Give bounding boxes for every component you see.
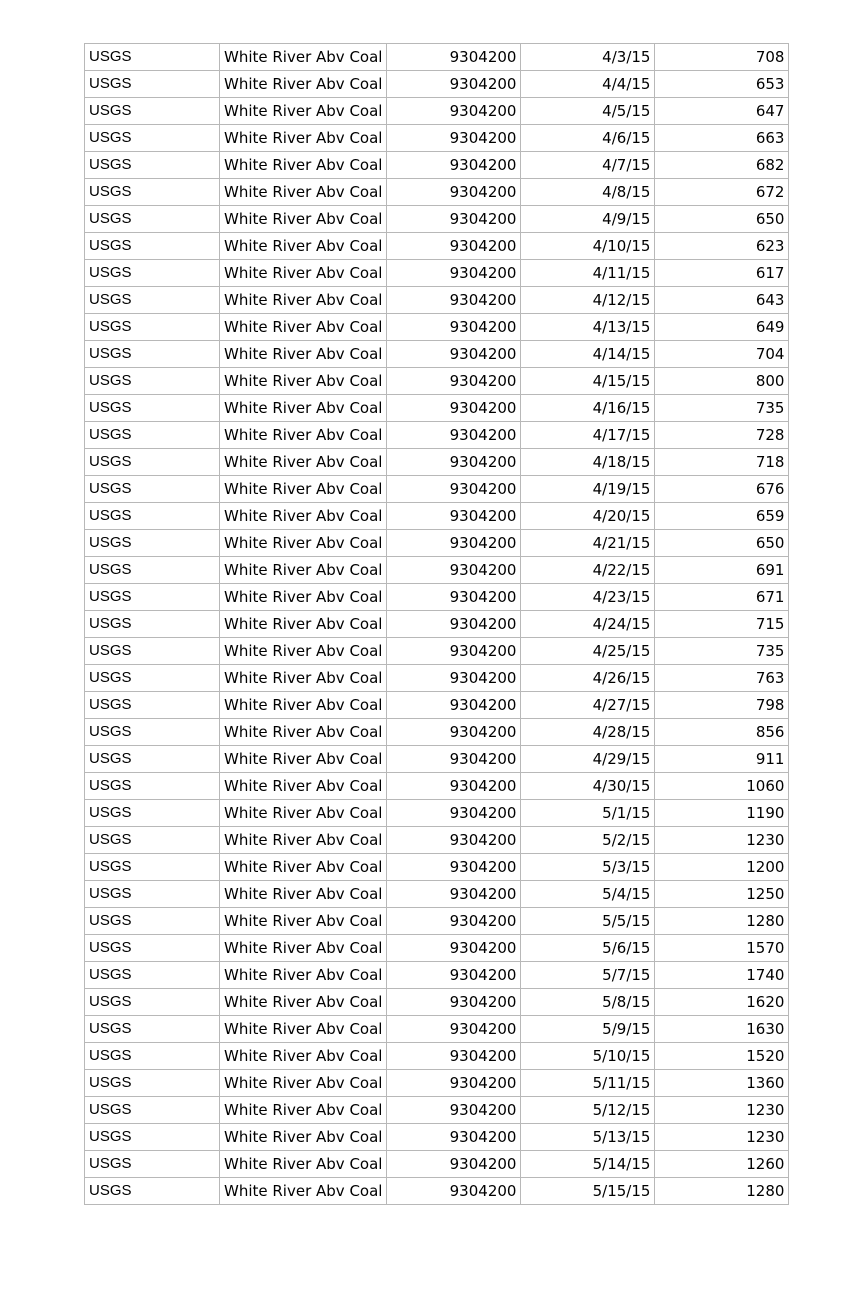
table-row — [85, 827, 789, 854]
date-cell[interactable]: 4/25/15 — [521, 638, 655, 665]
site-name-cell[interactable]: White River Abv Coal — [220, 557, 387, 584]
agency-cell[interactable]: USGS — [85, 827, 220, 854]
agency-cell[interactable]: USGS — [85, 584, 220, 611]
table-row — [85, 854, 789, 881]
site-name-cell[interactable]: White River Abv Coal — [220, 854, 387, 881]
discharge-value-cell[interactable]: 728 — [655, 422, 789, 449]
agency-cell[interactable]: USGS — [85, 881, 220, 908]
site-name-cell[interactable]: White River Abv Coal — [220, 449, 387, 476]
site-name-cell[interactable]: White River Abv Coal — [220, 314, 387, 341]
site-name-cell[interactable]: White River Abv Coal — [220, 503, 387, 530]
site-number-cell[interactable]: 9304200 — [387, 1151, 521, 1178]
agency-cell[interactable]: USGS — [85, 476, 220, 503]
site-number-cell[interactable]: 9304200 — [387, 1043, 521, 1070]
site-name-cell[interactable]: White River Abv Coal — [220, 152, 387, 179]
date-cell[interactable]: 4/28/15 — [521, 719, 655, 746]
table-row — [85, 962, 789, 989]
site-name-cell[interactable]: White River Abv Coal — [220, 125, 387, 152]
site-number-cell[interactable]: 9304200 — [387, 881, 521, 908]
site-number-cell[interactable]: 9304200 — [387, 962, 521, 989]
site-number-cell[interactable]: 9304200 — [387, 44, 521, 71]
date-cell[interactable]: 4/19/15 — [521, 476, 655, 503]
table-row — [85, 584, 789, 611]
discharge-value-cell[interactable]: 650 — [655, 206, 789, 233]
date-cell[interactable]: 4/30/15 — [521, 773, 655, 800]
site-name-cell[interactable]: White River Abv Coal — [220, 584, 387, 611]
discharge-value-cell[interactable]: 676 — [655, 476, 789, 503]
agency-cell[interactable]: USGS — [85, 395, 220, 422]
discharge-value-cell[interactable]: 659 — [655, 503, 789, 530]
table-row — [85, 800, 789, 827]
table-row — [85, 1124, 789, 1151]
discharge-value-cell[interactable]: 1280 — [655, 1178, 789, 1205]
table-row — [85, 1178, 789, 1205]
site-number-cell[interactable]: 9304200 — [387, 287, 521, 314]
discharge-value-cell[interactable]: 1360 — [655, 1070, 789, 1097]
date-cell[interactable]: 5/6/15 — [521, 935, 655, 962]
date-cell[interactable]: 4/20/15 — [521, 503, 655, 530]
date-cell[interactable]: 5/8/15 — [521, 989, 655, 1016]
table-row — [85, 233, 789, 260]
table-row — [85, 44, 789, 71]
site-name-cell[interactable]: White River Abv Coal — [220, 1178, 387, 1205]
discharge-value-cell[interactable]: 643 — [655, 287, 789, 314]
discharge-value-cell[interactable]: 1260 — [655, 1151, 789, 1178]
site-name-cell[interactable]: White River Abv Coal — [220, 773, 387, 800]
date-cell[interactable]: 5/12/15 — [521, 1097, 655, 1124]
site-name-cell[interactable]: White River Abv Coal — [220, 476, 387, 503]
agency-cell[interactable]: USGS — [85, 422, 220, 449]
date-cell[interactable]: 4/12/15 — [521, 287, 655, 314]
site-name-cell[interactable]: White River Abv Coal — [220, 989, 387, 1016]
discharge-value-cell[interactable]: 1200 — [655, 854, 789, 881]
table-row — [85, 746, 789, 773]
date-cell[interactable]: 4/18/15 — [521, 449, 655, 476]
site-number-cell[interactable]: 9304200 — [387, 827, 521, 854]
date-cell[interactable]: 5/13/15 — [521, 1124, 655, 1151]
date-cell[interactable]: 4/4/15 — [521, 71, 655, 98]
site-name-cell[interactable]: White River Abv Coal — [220, 1070, 387, 1097]
date-cell[interactable]: 4/15/15 — [521, 368, 655, 395]
agency-cell[interactable]: USGS — [85, 152, 220, 179]
agency-cell[interactable]: USGS — [85, 368, 220, 395]
discharge-value-cell[interactable]: 1740 — [655, 962, 789, 989]
site-number-cell[interactable]: 9304200 — [387, 341, 521, 368]
site-name-cell[interactable]: White River Abv Coal — [220, 1097, 387, 1124]
table-row — [85, 908, 789, 935]
date-cell[interactable]: 4/17/15 — [521, 422, 655, 449]
site-number-cell[interactable]: 9304200 — [387, 476, 521, 503]
discharge-value-cell[interactable]: 735 — [655, 638, 789, 665]
site-number-cell[interactable]: 9304200 — [387, 314, 521, 341]
site-number-cell[interactable]: 9304200 — [387, 233, 521, 260]
site-number-cell[interactable]: 9304200 — [387, 584, 521, 611]
table-row — [85, 638, 789, 665]
table-row — [85, 989, 789, 1016]
agency-cell[interactable]: USGS — [85, 746, 220, 773]
site-number-cell[interactable]: 9304200 — [387, 71, 521, 98]
agency-cell[interactable]: USGS — [85, 260, 220, 287]
site-name-cell[interactable]: White River Abv Coal — [220, 800, 387, 827]
agency-cell[interactable]: USGS — [85, 449, 220, 476]
agency-cell[interactable]: USGS — [85, 1124, 220, 1151]
date-cell[interactable]: 4/27/15 — [521, 692, 655, 719]
site-name-cell[interactable]: White River Abv Coal — [220, 233, 387, 260]
site-name-cell[interactable]: White River Abv Coal — [220, 341, 387, 368]
site-name-cell[interactable]: White River Abv Coal — [220, 881, 387, 908]
site-name-cell[interactable]: White River Abv Coal — [220, 71, 387, 98]
table-row — [85, 314, 789, 341]
agency-cell[interactable]: USGS — [85, 287, 220, 314]
discharge-value-cell[interactable]: 682 — [655, 152, 789, 179]
site-number-cell[interactable]: 9304200 — [387, 530, 521, 557]
agency-cell[interactable]: USGS — [85, 719, 220, 746]
site-name-cell[interactable]: White River Abv Coal — [220, 1151, 387, 1178]
table-row — [85, 260, 789, 287]
table-row — [85, 179, 789, 206]
site-number-cell[interactable]: 9304200 — [387, 611, 521, 638]
agency-cell[interactable]: USGS — [85, 773, 220, 800]
agency-cell[interactable]: USGS — [85, 1016, 220, 1043]
table-row — [85, 935, 789, 962]
table-row — [85, 1043, 789, 1070]
table-row — [85, 287, 789, 314]
date-cell[interactable]: 4/21/15 — [521, 530, 655, 557]
site-number-cell[interactable]: 9304200 — [387, 692, 521, 719]
site-name-cell[interactable]: White River Abv Coal — [220, 692, 387, 719]
agency-cell[interactable]: USGS — [85, 692, 220, 719]
site-name-cell[interactable]: White River Abv Coal — [220, 368, 387, 395]
site-name-cell[interactable]: White River Abv Coal — [220, 908, 387, 935]
site-name-cell[interactable]: White River Abv Coal — [220, 746, 387, 773]
agency-cell[interactable]: USGS — [85, 530, 220, 557]
discharge-value-cell[interactable]: 911 — [655, 746, 789, 773]
date-cell[interactable]: 4/24/15 — [521, 611, 655, 638]
discharge-value-cell[interactable]: 623 — [655, 233, 789, 260]
discharge-value-cell[interactable]: 856 — [655, 719, 789, 746]
discharge-value-cell[interactable]: 735 — [655, 395, 789, 422]
table-row — [85, 152, 789, 179]
site-number-cell[interactable]: 9304200 — [387, 206, 521, 233]
data-table — [84, 43, 789, 1205]
agency-cell[interactable]: USGS — [85, 1043, 220, 1070]
discharge-value-cell[interactable]: 1570 — [655, 935, 789, 962]
site-number-cell[interactable]: 9304200 — [387, 638, 521, 665]
agency-cell[interactable]: USGS — [85, 1178, 220, 1205]
date-cell[interactable]: 5/5/15 — [521, 908, 655, 935]
site-name-cell[interactable]: White River Abv Coal — [220, 44, 387, 71]
site-number-cell[interactable]: 9304200 — [387, 1016, 521, 1043]
discharge-value-cell[interactable]: 1630 — [655, 1016, 789, 1043]
discharge-value-cell[interactable]: 1230 — [655, 1097, 789, 1124]
site-name-cell[interactable]: White River Abv Coal — [220, 1124, 387, 1151]
site-number-cell[interactable]: 9304200 — [387, 1124, 521, 1151]
date-cell[interactable]: 5/15/15 — [521, 1178, 655, 1205]
site-number-cell[interactable]: 9304200 — [387, 503, 521, 530]
table-row — [85, 368, 789, 395]
discharge-value-cell[interactable]: 617 — [655, 260, 789, 287]
agency-cell[interactable]: USGS — [85, 206, 220, 233]
agency-cell[interactable]: USGS — [85, 908, 220, 935]
discharge-value-cell[interactable]: 763 — [655, 665, 789, 692]
table-row — [85, 692, 789, 719]
table-row — [85, 611, 789, 638]
table-row — [85, 98, 789, 125]
date-cell[interactable]: 5/7/15 — [521, 962, 655, 989]
site-number-cell[interactable]: 9304200 — [387, 152, 521, 179]
table-row — [85, 773, 789, 800]
table-row — [85, 719, 789, 746]
agency-cell[interactable]: USGS — [85, 314, 220, 341]
date-cell[interactable]: 5/9/15 — [521, 1016, 655, 1043]
site-name-cell[interactable]: White River Abv Coal — [220, 719, 387, 746]
site-number-cell[interactable]: 9304200 — [387, 1097, 521, 1124]
discharge-value-cell[interactable]: 691 — [655, 557, 789, 584]
date-cell[interactable]: 4/7/15 — [521, 152, 655, 179]
agency-cell[interactable]: USGS — [85, 1070, 220, 1097]
agency-cell[interactable]: USGS — [85, 179, 220, 206]
discharge-value-cell[interactable]: 672 — [655, 179, 789, 206]
agency-cell[interactable]: USGS — [85, 98, 220, 125]
site-name-cell[interactable]: White River Abv Coal — [220, 395, 387, 422]
agency-cell[interactable]: USGS — [85, 71, 220, 98]
date-cell[interactable]: 4/6/15 — [521, 125, 655, 152]
table-row — [85, 557, 789, 584]
site-number-cell[interactable]: 9304200 — [387, 665, 521, 692]
site-name-cell[interactable]: White River Abv Coal — [220, 1043, 387, 1070]
date-cell[interactable]: 4/9/15 — [521, 206, 655, 233]
date-cell[interactable]: 4/14/15 — [521, 341, 655, 368]
discharge-value-cell[interactable]: 1060 — [655, 773, 789, 800]
date-cell[interactable]: 4/22/15 — [521, 557, 655, 584]
table-row — [85, 530, 789, 557]
date-cell[interactable]: 5/14/15 — [521, 1151, 655, 1178]
date-cell[interactable]: 4/5/15 — [521, 98, 655, 125]
table-row — [85, 665, 789, 692]
site-number-cell[interactable]: 9304200 — [387, 1070, 521, 1097]
site-number-cell[interactable]: 9304200 — [387, 422, 521, 449]
date-cell[interactable]: 5/1/15 — [521, 800, 655, 827]
table-row — [85, 341, 789, 368]
site-name-cell[interactable]: White River Abv Coal — [220, 1016, 387, 1043]
table-row — [85, 1070, 789, 1097]
site-number-cell[interactable]: 9304200 — [387, 125, 521, 152]
agency-cell[interactable]: USGS — [85, 1151, 220, 1178]
agency-cell[interactable]: USGS — [85, 341, 220, 368]
date-cell[interactable]: 4/10/15 — [521, 233, 655, 260]
site-name-cell[interactable]: White River Abv Coal — [220, 665, 387, 692]
site-name-cell[interactable]: White River Abv Coal — [220, 260, 387, 287]
site-name-cell[interactable]: White River Abv Coal — [220, 206, 387, 233]
site-name-cell[interactable]: White River Abv Coal — [220, 530, 387, 557]
discharge-value-cell[interactable]: 718 — [655, 449, 789, 476]
date-cell[interactable]: 4/8/15 — [521, 179, 655, 206]
table-row — [85, 125, 789, 152]
site-number-cell[interactable]: 9304200 — [387, 1178, 521, 1205]
date-cell[interactable]: 4/16/15 — [521, 395, 655, 422]
site-name-cell[interactable]: White River Abv Coal — [220, 962, 387, 989]
table-row — [85, 395, 789, 422]
date-cell[interactable]: 5/4/15 — [521, 881, 655, 908]
site-number-cell[interactable]: 9304200 — [387, 854, 521, 881]
discharge-value-cell[interactable]: 798 — [655, 692, 789, 719]
site-name-cell[interactable]: White River Abv Coal — [220, 98, 387, 125]
discharge-value-cell[interactable]: 1520 — [655, 1043, 789, 1070]
table-row — [85, 449, 789, 476]
discharge-value-cell[interactable]: 650 — [655, 530, 789, 557]
agency-cell[interactable]: USGS — [85, 125, 220, 152]
site-number-cell[interactable]: 9304200 — [387, 989, 521, 1016]
discharge-value-cell[interactable]: 1280 — [655, 908, 789, 935]
site-name-cell[interactable]: White River Abv Coal — [220, 935, 387, 962]
site-number-cell[interactable]: 9304200 — [387, 368, 521, 395]
site-number-cell[interactable]: 9304200 — [387, 719, 521, 746]
site-name-cell[interactable]: White River Abv Coal — [220, 422, 387, 449]
discharge-value-cell[interactable]: 647 — [655, 98, 789, 125]
agency-cell[interactable]: USGS — [85, 935, 220, 962]
discharge-value-cell[interactable]: 653 — [655, 71, 789, 98]
site-number-cell[interactable]: 9304200 — [387, 449, 521, 476]
discharge-value-cell[interactable]: 1230 — [655, 1124, 789, 1151]
site-number-cell[interactable]: 9304200 — [387, 908, 521, 935]
date-cell[interactable]: 4/3/15 — [521, 44, 655, 71]
table-row — [85, 476, 789, 503]
table-row — [85, 881, 789, 908]
discharge-value-cell[interactable]: 1250 — [655, 881, 789, 908]
agency-cell[interactable]: USGS — [85, 557, 220, 584]
table-row — [85, 71, 789, 98]
date-cell[interactable]: 4/11/15 — [521, 260, 655, 287]
agency-cell[interactable]: USGS — [85, 1097, 220, 1124]
table-row — [85, 206, 789, 233]
site-name-cell[interactable]: White River Abv Coal — [220, 287, 387, 314]
site-number-cell[interactable]: 9304200 — [387, 800, 521, 827]
table-row — [85, 503, 789, 530]
agency-cell[interactable]: USGS — [85, 611, 220, 638]
site-number-cell[interactable]: 9304200 — [387, 935, 521, 962]
date-cell[interactable]: 4/29/15 — [521, 746, 655, 773]
site-name-cell[interactable]: White River Abv Coal — [220, 827, 387, 854]
date-cell[interactable]: 5/2/15 — [521, 827, 655, 854]
table-row — [85, 1097, 789, 1124]
agency-cell[interactable]: USGS — [85, 989, 220, 1016]
discharge-value-cell[interactable]: 704 — [655, 341, 789, 368]
agency-cell[interactable]: USGS — [85, 233, 220, 260]
date-cell[interactable]: 4/26/15 — [521, 665, 655, 692]
discharge-value-cell[interactable]: 708 — [655, 44, 789, 71]
agency-cell[interactable]: USGS — [85, 503, 220, 530]
discharge-value-cell[interactable]: 671 — [655, 584, 789, 611]
discharge-value-cell[interactable]: 800 — [655, 368, 789, 395]
discharge-value-cell[interactable]: 715 — [655, 611, 789, 638]
site-number-cell[interactable]: 9304200 — [387, 260, 521, 287]
site-name-cell[interactable]: White River Abv Coal — [220, 611, 387, 638]
site-number-cell[interactable]: 9304200 — [387, 395, 521, 422]
agency-cell[interactable]: USGS — [85, 44, 220, 71]
date-cell[interactable]: 5/3/15 — [521, 854, 655, 881]
site-number-cell[interactable]: 9304200 — [387, 773, 521, 800]
site-number-cell[interactable]: 9304200 — [387, 746, 521, 773]
agency-cell[interactable]: USGS — [85, 854, 220, 881]
site-name-cell[interactable]: White River Abv Coal — [220, 638, 387, 665]
table-row — [85, 422, 789, 449]
agency-cell[interactable]: USGS — [85, 962, 220, 989]
discharge-value-cell[interactable]: 1620 — [655, 989, 789, 1016]
agency-cell[interactable]: USGS — [85, 665, 220, 692]
discharge-value-cell[interactable]: 1190 — [655, 800, 789, 827]
table-row — [85, 1151, 789, 1178]
site-number-cell[interactable]: 9304200 — [387, 98, 521, 125]
date-cell[interactable]: 5/11/15 — [521, 1070, 655, 1097]
site-name-cell[interactable]: White River Abv Coal — [220, 179, 387, 206]
table-body — [85, 44, 789, 1205]
discharge-value-cell[interactable]: 663 — [655, 125, 789, 152]
date-cell[interactable]: 4/23/15 — [521, 584, 655, 611]
site-number-cell[interactable]: 9304200 — [387, 557, 521, 584]
table-row — [85, 1016, 789, 1043]
date-cell[interactable]: 4/13/15 — [521, 314, 655, 341]
discharge-value-cell[interactable]: 649 — [655, 314, 789, 341]
site-number-cell[interactable]: 9304200 — [387, 179, 521, 206]
agency-cell[interactable]: USGS — [85, 800, 220, 827]
agency-cell[interactable]: USGS — [85, 638, 220, 665]
discharge-value-cell[interactable]: 1230 — [655, 827, 789, 854]
date-cell[interactable]: 5/10/15 — [521, 1043, 655, 1070]
